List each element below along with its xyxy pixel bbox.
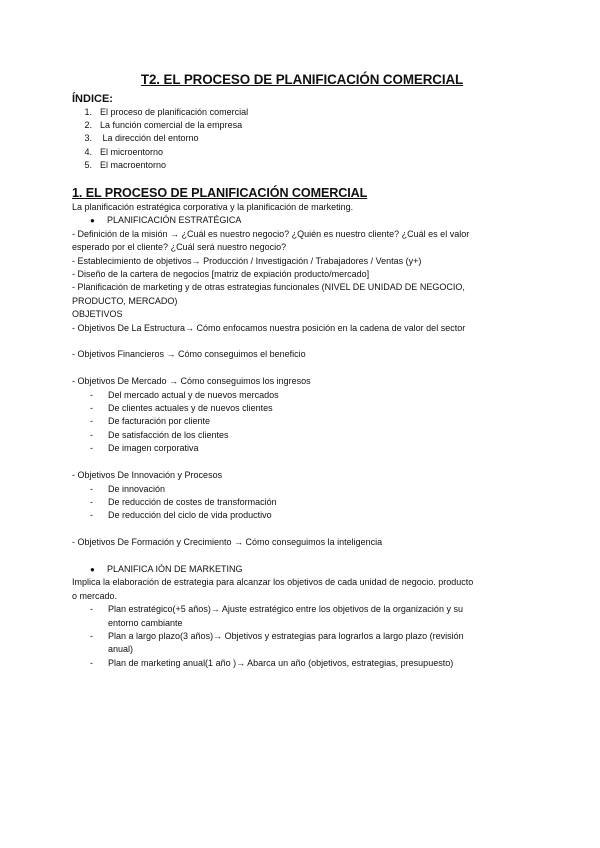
index-item: 2. La función comercial de la empresa [84,120,243,131]
index-heading: ÍNDICE: [72,93,113,105]
document-page [72,72,532,670]
list-item: - De clientes actuales y de nuevos clientes [90,403,273,414]
text-line: - Objetivos De Formación y Crecimiento → Cómo conseguimos la inteligencia [72,537,383,548]
list-item: - De reducción del ciclo de vida productivo [90,510,272,521]
text-line: OBJETIVOS [72,309,123,320]
text-line: - Objetivos Financieros → Cómo conseguimos el beneficio [72,349,306,360]
list-item: - De reducción de costes de transformación [90,496,277,507]
list-item: - De innovación [90,483,166,494]
list-item: - De facturación por cliente [90,416,211,427]
text-line: - Diseño de la cartera de negocios [matriz de expiación producto/mercado] [72,269,370,280]
text-line: - Definición de la misión → ¿Cuál es nuestro negocio? ¿Quién es nuestro cliente? ¿Cuál es el valor [72,228,470,239]
section-intro: La planificación estratégica corporativa y la planificación de marketing. [72,202,354,213]
list-item: - Plan estratégico(+5 años)→ Ajuste estratégico entre los objetivos de la organización y su entorno cambiante [90,604,463,628]
list-item: - Del mercado actual y de nuevos mercados [90,389,279,400]
text-line: - Objetivos De Innovación y Procesos [72,470,223,481]
text-line: - Establecimiento de objetivos→ Producción / Investigación / Trabajadores / Ventas (y+) [72,255,422,266]
bullet-icon: ● [90,216,95,226]
bullet-icon: ● [90,564,95,574]
list-item: - Plan de marketing anual(1 año )→ Abarca un año (objetivos, estrategias, presupuesto) [90,657,454,668]
section-heading: 1. EL PROCESO DE PLANIFICACIÓN COMERCIAL [72,186,368,201]
list-item: - De satisfacción de los clientes [90,429,229,440]
index-item: 1. El proceso de planificación comercial [84,107,249,117]
index-item: 4. El microentorno [84,146,164,157]
bullet-heading: ● PLANIFICACIÓN ESTRATÉGICA [72,214,532,227]
text-line: PRODUCTO, MERCADO) [72,295,178,306]
text-line: - Objetivos De La Estructura→ Cómo enfocamos nuestra posición en la cadena de valor del sector [72,322,466,333]
text-line: o mercado. [72,590,118,601]
text-line: - Objetivos De Mercado → Cómo conseguimos los ingresos [72,376,311,387]
list-item: - Plan a largo plazo(3 años)→ Objetivos y estrategias para lograrlos a largo plazo (revisión anual) [90,630,464,655]
bullet-heading: ● PLANIFICA IÓN DE MARKETING [72,563,532,576]
page-title: T2. EL PROCESO DE PLANIFICACIÓN COMERCIAL [140,72,464,87]
text-line: esperado por el cliente? ¿Cuál será nuestro negocio? [72,242,287,253]
text-line: Implica la elaboración de estrategia para alcanzar los objetivos de cada unidad de negocio. producto [72,577,474,588]
text-line: - Planificación de marketing y de otras estrategias funcionales (NIVEL DE UNIDAD DE NEGOCIO, [72,282,465,293]
index-list [72,106,532,172]
index-item: 3. La dirección del entorno [84,133,199,144]
index-item: 5. El macroentorno [84,159,167,170]
list-item: - De imagen corporativa [90,443,199,454]
